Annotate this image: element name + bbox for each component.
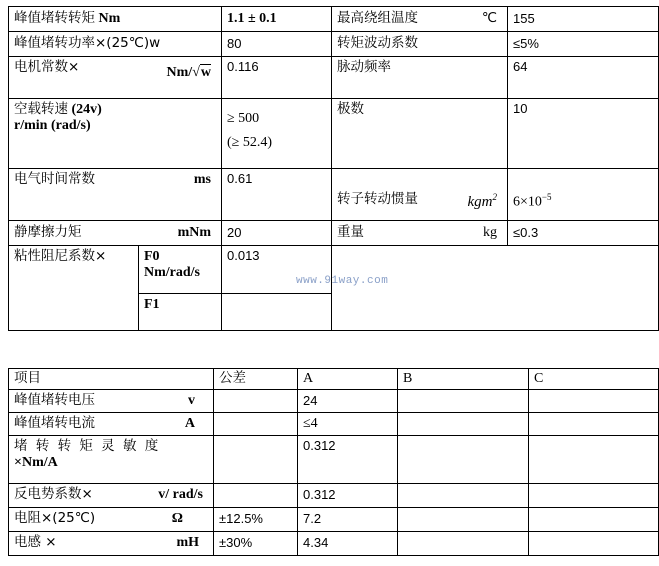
- spec-name2-cell: [332, 169, 508, 221]
- spec-name2: 转子转动惯量: [337, 190, 418, 207]
- spec-value2: 64: [508, 57, 659, 99]
- table-row: [9, 390, 659, 413]
- row-c: [529, 508, 659, 532]
- row-c: [529, 436, 659, 484]
- spec-value: 20: [222, 221, 332, 246]
- spec-unit2: kg: [483, 224, 497, 240]
- row-name: 反电势系数×: [14, 486, 93, 503]
- spec-row: [9, 57, 659, 99]
- spec-unit: r/min (rad/s): [14, 118, 91, 134]
- spec-value: (≥ 52.4): [227, 134, 273, 150]
- row-name: 堵 转 转 矩 灵 敏 度: [14, 438, 161, 454]
- spec-value: ≥ 500: [227, 111, 260, 126]
- spec-unit: mNm: [177, 224, 211, 240]
- spec-unit2: ℃: [481, 9, 497, 26]
- spec-name-cell: [9, 169, 222, 221]
- header-c: C: [529, 369, 659, 390]
- spec-row: [9, 7, 659, 32]
- spec-value2: ≤0.3: [508, 221, 659, 246]
- row-tolerance: ±30%: [214, 532, 298, 556]
- spec-name: 空载转速: [14, 101, 68, 117]
- spec-name2: 极数: [332, 99, 508, 169]
- spec-cond: (24v): [71, 102, 102, 117]
- spec-value: 0.61: [222, 169, 332, 221]
- row-unit: A: [184, 415, 195, 431]
- spec-name2-cell: [332, 221, 508, 246]
- spec-unit2: kgm: [467, 193, 493, 210]
- spec-value: 80: [222, 32, 332, 57]
- spec-row: [9, 169, 659, 221]
- header-b: B: [398, 369, 529, 390]
- spec-unit: ms: [193, 172, 211, 187]
- row-name: 电感 ×: [14, 534, 57, 551]
- spec-value: [222, 294, 332, 331]
- spec-value: 1.1 ± 0.1: [222, 7, 332, 32]
- spec-unit: Nm/: [166, 65, 193, 80]
- row-tolerance: [214, 436, 298, 484]
- row-name-cell: [9, 436, 214, 484]
- spec-value2: 10: [508, 99, 659, 169]
- row-unit: v: [188, 392, 195, 408]
- row-name-cell: [9, 390, 214, 413]
- table-row: [9, 436, 659, 484]
- spec-name: 电机常数×: [14, 59, 80, 75]
- row-unit: mH: [176, 535, 199, 551]
- header-tolerance: 公差: [214, 369, 298, 390]
- header-row: [9, 369, 659, 390]
- spec-value-cell: [222, 99, 332, 169]
- spec-name2: 脉动频率: [332, 57, 508, 99]
- row-c: [529, 413, 659, 436]
- table-row: [9, 484, 659, 508]
- row-name-line2: ×Nm/A: [14, 455, 58, 471]
- row-tolerance: [214, 413, 298, 436]
- spec-name2: 重量: [337, 223, 364, 240]
- spec-name-cell: 电机常数× Nm/√w: [9, 57, 222, 99]
- row-tolerance: [214, 484, 298, 508]
- row-name: 电阻×(25℃): [14, 510, 96, 527]
- row-name-cell: [9, 413, 214, 436]
- tolerance-table: [8, 368, 659, 556]
- spec-name: 静摩擦力矩: [14, 223, 82, 240]
- spec-unit-root: w: [200, 65, 211, 80]
- row-tolerance: ±12.5%: [214, 508, 298, 532]
- row-b: [398, 390, 529, 413]
- spec-name: 峰值堵转功率×(25℃)w: [9, 32, 222, 57]
- row-b: [398, 484, 529, 508]
- row-b: [398, 508, 529, 532]
- spec-name-cell: [9, 7, 222, 32]
- row-c: [529, 532, 659, 556]
- spec-name-cell: [9, 99, 222, 169]
- spec-name: 峰值堵转转矩: [14, 9, 95, 26]
- spec-row: [9, 221, 659, 246]
- row-name-cell: [9, 484, 214, 508]
- spec-row: [9, 99, 659, 169]
- row-unit: Ω: [171, 511, 183, 527]
- row-a: ≤4: [298, 413, 398, 436]
- spec-name2: 最高绕组温度: [337, 9, 418, 26]
- row-name-cell: [9, 508, 214, 532]
- spec-value: 0.116: [222, 57, 332, 99]
- spec-name: 粘性阻尼系数×: [9, 246, 139, 331]
- row-tolerance: [214, 390, 298, 413]
- row-b: [398, 532, 529, 556]
- row-a: 0.312: [298, 436, 398, 484]
- row-a: 7.2: [298, 508, 398, 532]
- table-row: [9, 413, 659, 436]
- spec-value: 0.013: [222, 246, 332, 294]
- spec-row: [9, 32, 659, 57]
- row-name-cell: [9, 532, 214, 556]
- row-c: [529, 390, 659, 413]
- spec-value2: ≤5%: [508, 32, 659, 57]
- row-b: [398, 413, 529, 436]
- row-b: [398, 436, 529, 484]
- row-unit: v/ rad/s: [158, 487, 203, 503]
- header-a: A: [298, 369, 398, 390]
- row-a: 0.312: [298, 484, 398, 508]
- spec-name2-cell: [332, 7, 508, 32]
- spec-unit2-exp: 2: [492, 191, 497, 202]
- spec-sub-cell: [139, 246, 222, 294]
- spec-name2: 转矩波动系数: [332, 32, 508, 57]
- spec-value2: 6×10: [513, 194, 542, 210]
- spec-sub-label: F1: [139, 294, 222, 331]
- spec-value2: 155: [508, 7, 659, 32]
- spec-sub-unit: Nm/rad/s: [144, 265, 200, 281]
- row-a: 24: [298, 390, 398, 413]
- spec-name: 电气时间常数: [14, 171, 95, 187]
- watermark: www.91way.com: [296, 275, 389, 287]
- table-row: [9, 508, 659, 532]
- spec-name-cell: [9, 221, 222, 246]
- row-a: 4.34: [298, 532, 398, 556]
- row-name: 峰值堵转电流: [14, 414, 95, 431]
- header-item: 项目: [9, 369, 214, 390]
- spec-value2-exp: −5: [541, 192, 552, 203]
- spec-empty-cell: [332, 246, 659, 331]
- table-row: [9, 532, 659, 556]
- spec-unit: Nm: [98, 10, 121, 26]
- row-c: [529, 484, 659, 508]
- spec-value2-cell: [508, 169, 659, 221]
- row-name: 峰值堵转电压: [14, 391, 95, 408]
- spec-sub-label: F0: [144, 249, 160, 264]
